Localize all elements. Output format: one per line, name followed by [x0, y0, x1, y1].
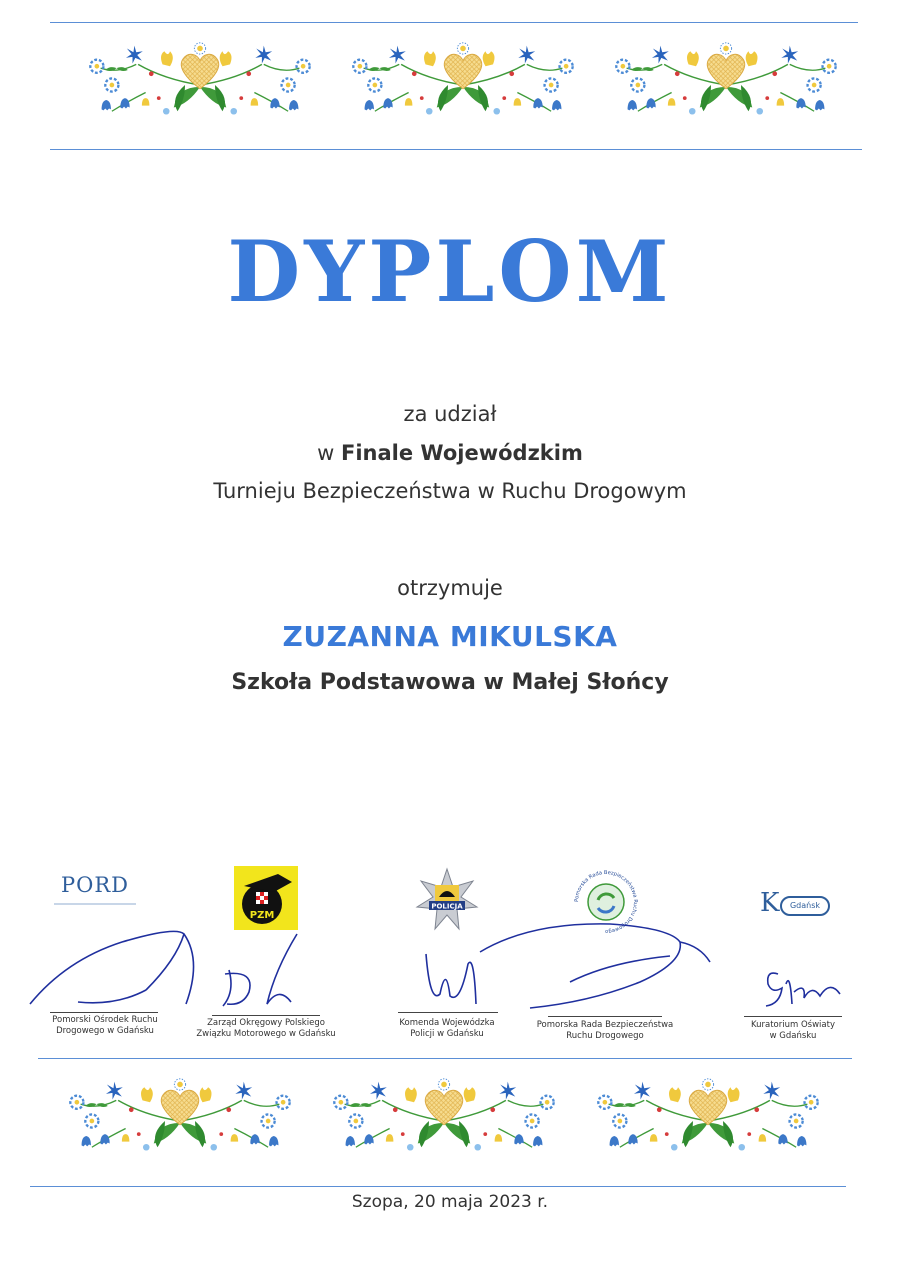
- signature-line: [548, 1016, 662, 1017]
- top-folk-motif-row: [0, 40, 900, 136]
- recipient-school: Szkoła Podstawowa w Małej Słońcy: [231, 670, 669, 695]
- folk-flower-motif: [52, 1076, 308, 1166]
- award-line-3: Turnieju Bezpieczeństwa w Ruchu Drogowym: [213, 479, 687, 503]
- caption-line: Pomorska Rada Bezpieczeństwa: [536, 1020, 674, 1030]
- folk-flower-motif: [580, 1076, 836, 1166]
- signatory-caption-prbrd: [530, 1020, 680, 1042]
- award-line-2: [0, 441, 900, 465]
- caption-line: Kuratorium Oświaty: [750, 1020, 835, 1030]
- folk-flower-motif: [335, 40, 591, 130]
- award-line-1: za udział: [403, 402, 497, 426]
- caption-line: w Gdańsku: [769, 1031, 817, 1041]
- place-and-date: Szopa, 20 maja 2023 r.: [351, 1192, 549, 1212]
- award-line-2-bold: Finale Wojewódzkim: [341, 441, 583, 465]
- signature-line: [398, 1012, 498, 1013]
- signature-line: [50, 1012, 158, 1013]
- signatory-caption-pzm: [196, 1018, 336, 1040]
- signatory-caption-pord: [40, 1015, 170, 1037]
- folk-flower-motif: [316, 1076, 572, 1166]
- award-line-2-prefix: w: [317, 441, 342, 465]
- recipient-name: ZUZANNA MIKULSKA: [282, 620, 618, 653]
- caption-line: Komenda Wojewódzka: [399, 1018, 495, 1028]
- folk-flower-motif: [72, 40, 328, 130]
- pzm-logo: [234, 866, 298, 930]
- bottom-border-line: [38, 1058, 852, 1059]
- caption-line: Policji w Gdańsku: [410, 1029, 484, 1039]
- kuratorium-logo-k: K: [760, 888, 780, 918]
- signatory-caption-police: [384, 1018, 510, 1040]
- diploma-title: DYPLOM: [227, 222, 673, 321]
- signatory-caption-kuratorium: [734, 1020, 852, 1042]
- caption-line: Drogowego w Gdańsku: [56, 1026, 154, 1036]
- prbrd-ring-text: Pomorska Rada Bezpieczeństwa Ruchu Drogowego: [573, 869, 639, 935]
- kuratorium-logo: [758, 888, 832, 922]
- signature-line: [212, 1015, 320, 1016]
- signature-pord: [26, 920, 226, 1010]
- pord-logo-text: PORD: [61, 873, 129, 897]
- pord-logo: [50, 873, 140, 921]
- pzm-logo-text: PZM: [249, 910, 275, 921]
- pord-logo-subline: [54, 903, 136, 905]
- folk-flower-motif: [598, 40, 854, 130]
- bottom-folk-motif-row: [0, 1076, 900, 1172]
- caption-line: Pomorski Ośrodek Ruchu: [52, 1015, 158, 1025]
- signature-line: [744, 1016, 842, 1017]
- signature-kuratorium: [760, 964, 850, 1010]
- signature-pzm: [205, 930, 315, 1010]
- caption-line: Ruchu Drogowego: [566, 1031, 644, 1041]
- caption-line: Zarząd Okręgowy Polskiego: [207, 1018, 325, 1028]
- police-logo-text: POLICJA: [431, 902, 463, 911]
- top-border-line-lower: [50, 149, 862, 150]
- top-border-line: [50, 22, 858, 23]
- kuratorium-logo-name: Gdańsk: [780, 896, 830, 916]
- signature-prbrd: [470, 912, 720, 1012]
- bottom-border-line-lower: [30, 1186, 846, 1187]
- caption-line: Związku Motorowego w Gdańsku: [196, 1029, 336, 1039]
- receives-label: otrzymuje: [397, 576, 503, 600]
